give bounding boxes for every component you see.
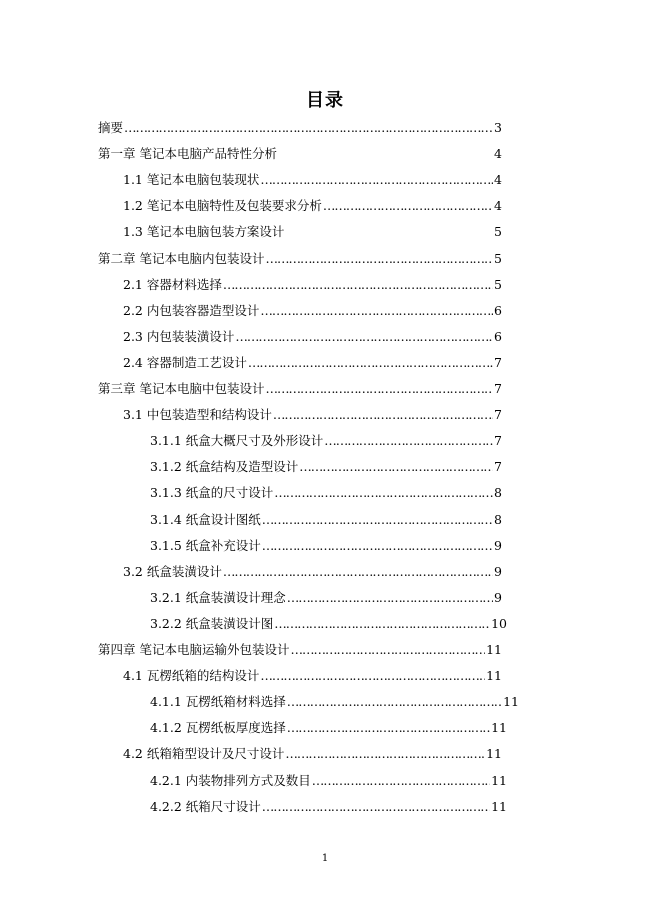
toc-leader-dots <box>287 692 502 712</box>
toc-entry-label: 摘要 <box>98 120 124 135</box>
toc-entry-label: 2.2 内包装容器造型设计 <box>123 302 260 318</box>
toc-entry-page: 7 <box>494 459 502 475</box>
toc-entry[interactable] <box>123 666 502 686</box>
toc-entry[interactable] <box>123 353 502 373</box>
toc-entry[interactable] <box>123 196 502 216</box>
toc-entry-label: 第二章 笔记本电脑内包装设计 <box>98 250 265 266</box>
toc-entry-page: 3 <box>494 120 502 135</box>
toc-entry[interactable] <box>150 510 502 530</box>
toc-entry-page: 5 <box>494 250 502 266</box>
toc-entry[interactable] <box>150 692 519 712</box>
toc-leader-dots <box>262 510 493 530</box>
toc-leader-dots <box>223 275 493 295</box>
toc-leader-dots <box>265 249 493 269</box>
toc-entry-label: 3.1.5 纸盒补充设计 <box>150 537 261 553</box>
toc-entry[interactable] <box>150 614 507 634</box>
page-title: 目录 <box>306 90 344 111</box>
toc-entry-label: 3.1.1 纸盒大概尺寸及外形设计 <box>150 433 324 449</box>
toc-entry[interactable] <box>150 457 502 477</box>
toc-leader-dots <box>248 353 493 373</box>
toc-entry-page: 7 <box>494 354 502 370</box>
toc-entry-label: 4.2.2 纸箱尺寸设计 <box>150 798 261 814</box>
toc-entry-page: 6 <box>494 302 502 318</box>
toc-entry[interactable] <box>123 327 502 347</box>
toc-leader-dots <box>223 562 493 582</box>
toc-entry-label: 4.1 瓦楞纸箱的结构设计 <box>123 668 260 684</box>
toc-entry-page: 7 <box>494 407 502 423</box>
toc-entry-label: 3.1.2 纸盒结构及造型设计 <box>150 459 299 475</box>
toc-entry[interactable] <box>150 797 507 817</box>
toc-entry[interactable] <box>98 379 502 399</box>
toc-entry-page: 9 <box>494 589 502 605</box>
toc-leader-dots <box>274 614 490 634</box>
toc-entry[interactable] <box>123 744 502 764</box>
toc-leader-dots <box>290 640 485 660</box>
toc-entry-page: 11 <box>486 668 502 684</box>
toc-entry[interactable] <box>150 483 502 503</box>
toc-entry-page: 11 <box>486 642 502 657</box>
toc-entry-page: 5 <box>494 224 502 240</box>
toc-entry-label: 1.3 笔记本电脑包装方案设计 <box>123 224 285 240</box>
toc-entry[interactable] <box>98 144 502 164</box>
toc-entry-page: 11 <box>503 694 519 710</box>
toc-leader-dots <box>287 718 490 738</box>
toc-leader-dots <box>273 405 493 425</box>
toc-entry-label: 1.2 笔记本电脑特性及包装要求分析 <box>123 198 322 214</box>
toc-leader-dots <box>260 666 485 686</box>
toc-entry-page: 7 <box>494 381 502 396</box>
toc-leader-dots <box>265 379 493 399</box>
toc-entry-label: 4.2 纸箱箱型设计及尺寸设计 <box>123 746 285 762</box>
toc-leader-dots <box>124 118 493 138</box>
toc-entry[interactable] <box>98 640 502 660</box>
toc-entry-label: 3.2.2 纸盒装潢设计图 <box>150 615 274 631</box>
toc-entry-page: 5 <box>494 276 502 292</box>
page-number: 1 <box>321 853 329 864</box>
toc-entry[interactable] <box>123 275 502 295</box>
toc-entry-page: 10 <box>491 615 507 631</box>
toc-entry-label: 3.2.1 纸盒装潢设计理念 <box>150 589 286 605</box>
toc-leader-dots <box>260 170 493 190</box>
toc-entry-label: 2.3 内包装装潢设计 <box>123 328 235 344</box>
toc-entry-label: 2.4 容器制造工艺设计 <box>123 354 247 370</box>
toc-entry-label: 第一章 笔记本电脑产品特性分析 <box>98 146 277 162</box>
toc-entry[interactable] <box>150 718 507 738</box>
toc-leader-dots <box>274 483 493 503</box>
toc-entry-page: 4 <box>494 146 502 162</box>
toc-entry-label: 3.1 中包装造型和结构设计 <box>123 407 272 423</box>
toc-leader-dots <box>262 797 490 817</box>
toc-entry-label: 第四章 笔记本电脑运输外包装设计 <box>98 642 290 657</box>
toc-entry[interactable] <box>123 301 502 321</box>
toc-entry-page: 11 <box>491 772 507 788</box>
toc-entry-page: 7 <box>494 433 502 449</box>
toc-entry-label: 1.1 笔记本电脑包装现状 <box>123 172 260 188</box>
toc-entry-label: 3.1.3 纸盒的尺寸设计 <box>150 485 274 501</box>
toc-entry-page: 4 <box>494 198 502 214</box>
toc-entry-label: 2.1 容器材料选择 <box>123 276 222 292</box>
toc-entry-label: 4.1.1 瓦楞纸箱材料选择 <box>150 694 286 710</box>
toc-entry[interactable] <box>150 771 507 791</box>
toc-leader-dots <box>299 457 493 477</box>
toc-entry[interactable] <box>123 222 502 242</box>
toc-entry-page: 9 <box>494 563 502 579</box>
toc-entry-page: 9 <box>494 537 502 553</box>
toc-leader-dots <box>285 744 485 764</box>
toc-leader-dots <box>235 327 493 347</box>
toc-leader-dots <box>262 536 493 556</box>
toc-entry[interactable] <box>150 431 502 451</box>
toc-entry[interactable] <box>123 170 502 190</box>
toc-leader-dots <box>324 431 493 451</box>
toc-entry[interactable] <box>150 536 502 556</box>
toc-leader-dots <box>312 771 490 791</box>
toc-leader-dots <box>323 196 493 216</box>
toc-entry[interactable] <box>150 588 502 608</box>
toc-entry-label: 4.1.2 瓦楞纸板厚度选择 <box>150 720 286 736</box>
toc-entry[interactable] <box>98 249 502 269</box>
toc-leader-dots <box>260 301 493 321</box>
toc-entry-page: 11 <box>491 720 507 736</box>
toc-entry-page: 8 <box>494 511 502 527</box>
toc-entry-label: 3.2 纸盒装潢设计 <box>123 563 222 579</box>
toc-entry-label: 第三章 笔记本电脑中包装设计 <box>98 381 265 396</box>
toc-entry[interactable] <box>123 405 502 425</box>
toc-entry-label: 4.2.1 内装物排列方式及数目 <box>150 772 311 788</box>
toc-entry[interactable] <box>98 118 502 138</box>
toc-leader-dots <box>287 588 493 608</box>
toc-entry[interactable] <box>123 562 502 582</box>
toc-entry-page: 4 <box>494 172 502 188</box>
toc-entry-page: 8 <box>494 485 502 501</box>
toc-entry-page: 11 <box>486 746 502 762</box>
toc-entry-page: 11 <box>491 798 507 814</box>
toc-entry-label: 3.1.4 纸盒设计图纸 <box>150 511 261 527</box>
toc-entry-page: 6 <box>494 328 502 344</box>
